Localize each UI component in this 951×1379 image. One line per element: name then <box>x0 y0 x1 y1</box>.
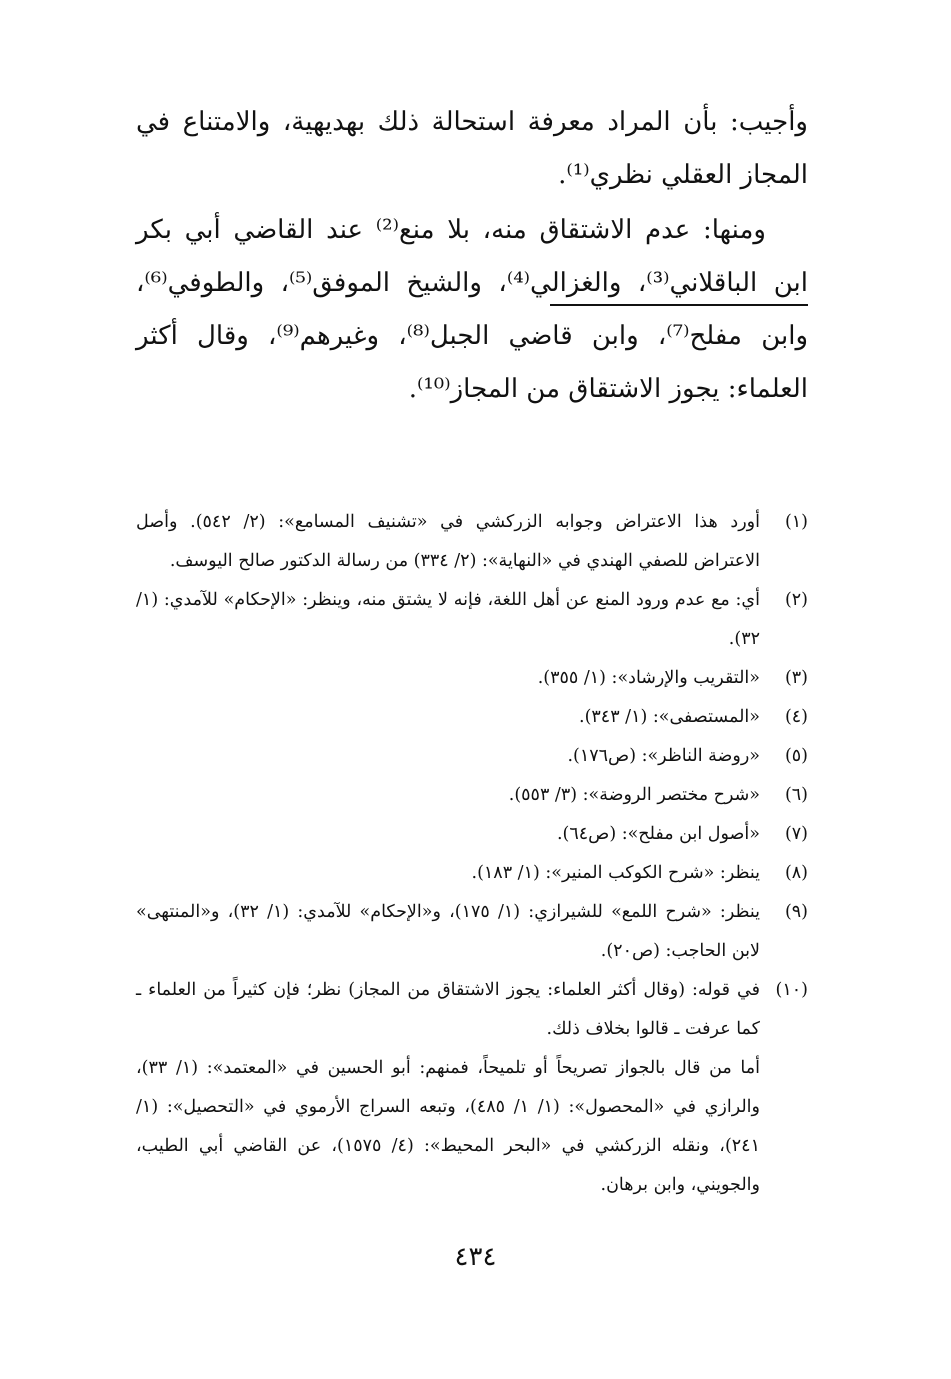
footnote-text: ينظر: «شرح الكوكب المنير»: (١/ ١٨٣). <box>471 863 760 883</box>
footnote-number: (٧) <box>784 824 808 844</box>
footnote-number: (٢) <box>784 590 808 610</box>
footnotes <box>136 503 808 1205</box>
footnote-text: «أصول ابن مفلح»: (ص٦٤). <box>556 824 760 844</box>
footnote-number: (١٠) <box>775 980 808 1000</box>
footnote-8 <box>136 854 808 893</box>
footnote-10 <box>136 971 808 1049</box>
footnote-text: أورد هذا الاعتراض وجوابه الزركشي في «تشنيف المسامع»: (٢/ ٥٤٢). وأصل الاعتراض للصفي الهندي في «النهاية»: (٢/ ٣٣٤) من رسالة الدكتور صالح اليوسف. <box>136 512 760 571</box>
footnote-6 <box>136 776 808 815</box>
footnote-1 <box>136 503 808 581</box>
footnote-5 <box>136 737 808 776</box>
footnote-text: في قوله: (وقال أكثر العلماء: يجوز الاشتقاق من المجاز) نظر؛ فإن كثيراً من العلماء ـ كما عرفت ـ قالوا بخلاف ذلك. <box>136 980 760 1039</box>
footnote-number: (١) <box>784 512 808 532</box>
footnote-4 <box>136 698 808 737</box>
footnote-2 <box>136 581 808 659</box>
footnote-text: أي: مع عدم ورود المنع عن أهل اللغة، فإنه لا يشتق منه، وينظر: «الإحكام» للآمدي: (١/ ٣٢). <box>136 590 760 649</box>
footnote-text: «المستصفى»: (١/ ٣٤٣). <box>579 707 760 727</box>
footnote-number: (٨) <box>784 863 808 883</box>
footnote-9 <box>136 893 808 971</box>
paragraph-answer: وأجيب: بأن المراد معرفة استحالة ذلك بهديهية، والامتناع في المجاز العقلي نظري⁽¹⁾. <box>136 107 808 190</box>
footnote-text: «روضة الناظر»: (ص١٧٦). <box>567 746 760 766</box>
footnote-text: ينظر: «شرح اللمع» للشيرازي: (١/ ١٧٥)، و«الإحكام» للآمدي: (١/ ٣٢)، و«المنتهى» لابن الحاجب: (ص٢٠). <box>136 902 760 961</box>
paragraph-derivation: ومنها: عدم الاشتقاق منه، بلا منع⁽²⁾ عند القاضي أبي بكر ابن الباقلاني⁽³⁾، والغزالي⁽⁴⁾، والشيخ الموفق⁽⁵⁾، والطوفي⁽⁶⁾، وابن مفلح⁽⁷⁾، وابن قاضي الجبل⁽⁸⁾، وغيرهم⁽⁹⁾، وقال أكثر العلماء: يجوز الاشتقاق من المجاز⁽¹⁰⁾. <box>136 215 808 404</box>
footnote-number: (٣) <box>784 668 808 688</box>
footnote-number: (٤) <box>784 707 808 727</box>
footnote-text: «التقريب والإرشاد»: (١/ ٣٥٥). <box>537 668 760 688</box>
footnote-7 <box>136 815 808 854</box>
main-text <box>136 96 808 418</box>
footnote-number: (٦) <box>784 785 808 805</box>
footnote-number: (٥) <box>784 746 808 766</box>
footnote-number: (٩) <box>784 902 808 922</box>
page-number: ٤٣٤ <box>454 1242 497 1272</box>
footnote-10-continuation: أما من قال بالجواز تصريحاً أو تلميحاً، فمنهم: أبو الحسين في «المعتمد»: (١/ ٣٣)، والرازي في «المحصول»: (١/ ١/ ٤٨٥)، وتبعه السراج الأرموي في «التحصيل»: (١/ ٢٤١)، ونقله الزركشي في «البحر المحيط»: (٤/ ١٥٧٥)، عن القاضي أبي الطيب، والجويني، وابن برهان. <box>136 1058 760 1195</box>
footnote-text: «شرح مختصر الروضة»: (٣/ ٥٥٣). <box>508 785 760 805</box>
footnote-divider <box>550 304 808 306</box>
footnote-3 <box>136 659 808 698</box>
